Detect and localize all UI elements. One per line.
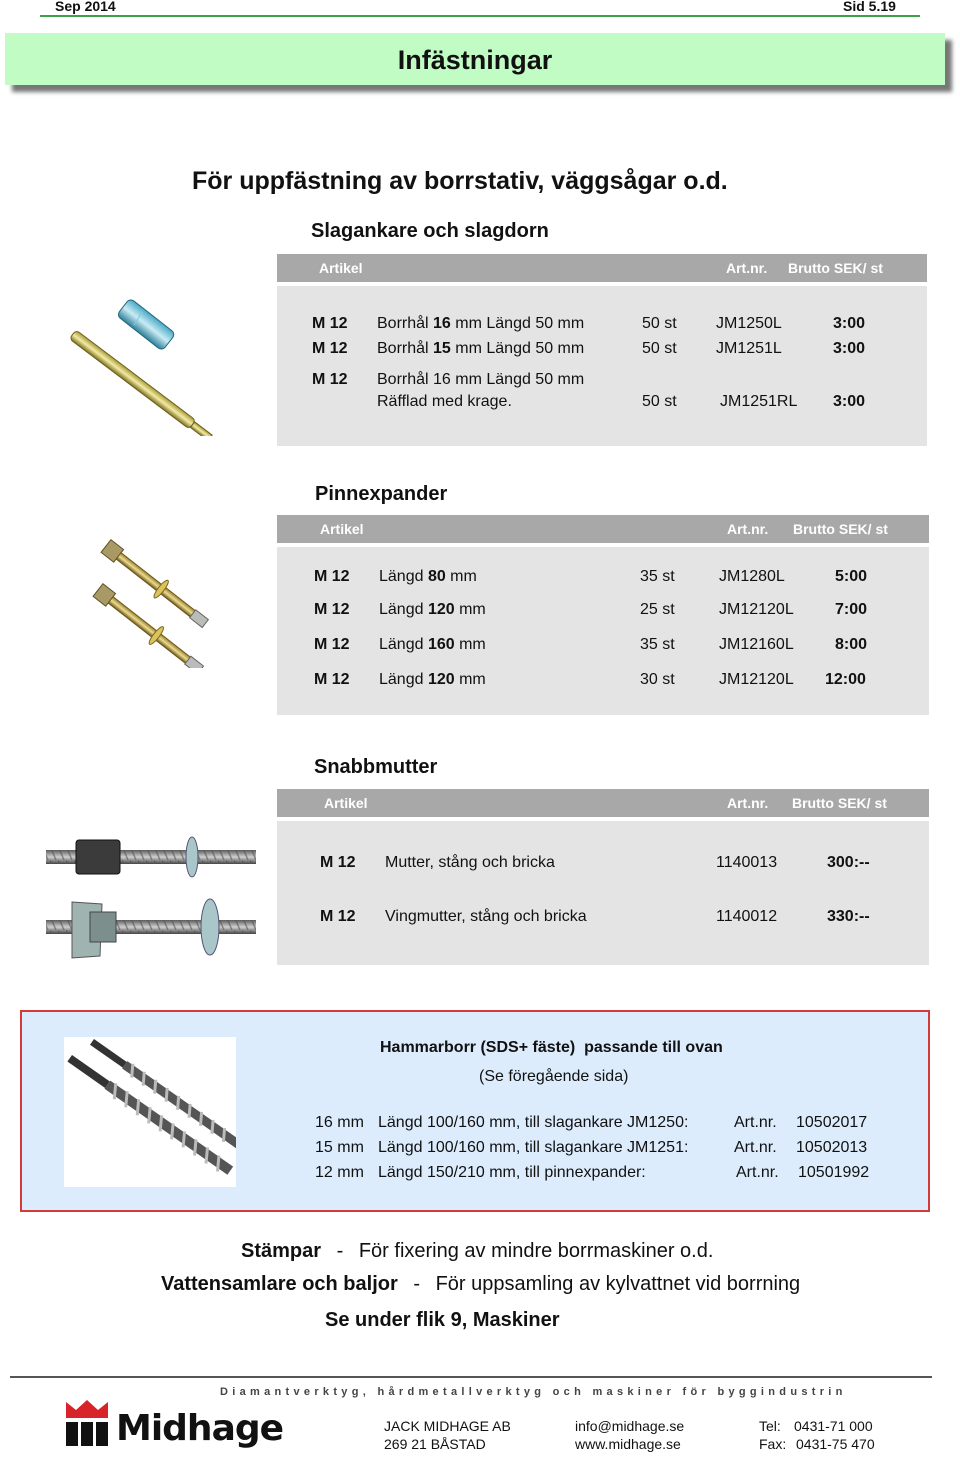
- price: 7:00: [835, 601, 868, 618]
- size: M 12: [314, 671, 350, 688]
- footer-tel-label: Tel:: [759, 1418, 781, 1434]
- footer-fax-label: Fax:: [759, 1436, 787, 1452]
- footer-email-link[interactable]: info@midhage.se: [575, 1418, 685, 1434]
- price: 330:--: [827, 908, 870, 925]
- description: Längd 120 mm: [379, 671, 486, 688]
- article-number: JM1280L: [719, 568, 785, 585]
- table-body-pinnexpander: [277, 547, 929, 715]
- footer-rule: [10, 1376, 932, 1378]
- price: 300:--: [827, 854, 870, 871]
- price: 5:00: [835, 568, 868, 585]
- artnr-label: Art.nr.: [734, 1139, 777, 1156]
- main-heading: För uppfästning av borrstativ, väggsågar o.d.: [192, 167, 728, 195]
- col-artikel: Artikel: [319, 260, 363, 276]
- note-stampar-text: För fixering av mindre borrmaskiner o.d.: [358, 1240, 714, 1262]
- col-artnr: Art.nr.: [727, 521, 769, 537]
- article-number: JM1251RL: [720, 393, 798, 410]
- article-number: JM1250L: [716, 315, 782, 332]
- quantity: 35 st: [640, 568, 675, 585]
- drill-bits-image: [64, 1037, 236, 1187]
- col-artnr: Art.nr.: [727, 795, 769, 811]
- section-title-slagankare: Slagankare och slagdorn: [311, 220, 549, 242]
- note-vattensamlare-text: För uppsamling av kylvattnet vid borrning: [435, 1273, 801, 1295]
- crown-icon: [62, 1398, 112, 1448]
- size: M 12: [320, 854, 356, 871]
- logo-wordmark: Midhage: [116, 1408, 284, 1449]
- footer-tagline: Diamantverktyg, hårdmetallverktyg och maskiner för byggindustrin: [220, 1386, 847, 1398]
- article-number: JM12160L: [719, 636, 794, 653]
- table-body-snabbmutter: [277, 821, 929, 965]
- drill-description: Längd 100/160 mm, till slagankare JM1250:: [378, 1114, 689, 1131]
- header-date: Sep 2014: [55, 0, 116, 14]
- header-rule: [40, 15, 920, 17]
- article-number: 10501992: [798, 1164, 870, 1181]
- drill-size: 16 mm: [315, 1114, 364, 1131]
- description-line-1: Borrhål 16 mm Längd 50 mm: [377, 371, 585, 388]
- drill-size: 12 mm: [315, 1164, 364, 1181]
- table-header-pinnexpander: [277, 515, 929, 543]
- col-price: Brutto SEK/ st: [793, 521, 888, 537]
- col-artikel: Artikel: [320, 521, 364, 537]
- size: M 12: [314, 568, 350, 585]
- page-title: Infästningar: [397, 45, 553, 75]
- col-artikel: Artikel: [324, 795, 368, 811]
- price: 8:00: [835, 636, 868, 653]
- quantity: 50 st: [642, 393, 677, 410]
- quick-nut-image: [42, 832, 258, 972]
- expander-bolt-image: [88, 538, 216, 668]
- article-number: JM1251L: [716, 340, 782, 357]
- anchor-product-image: [68, 288, 228, 436]
- table-header-snabbmutter: [277, 789, 929, 817]
- description: Vingmutter, stång och bricka: [385, 908, 587, 925]
- table-body-slagankare: [277, 286, 927, 446]
- article-number: 10502017: [796, 1114, 868, 1131]
- note-separator: -: [336, 1240, 344, 1262]
- note-see-tab: Se under flik 9, Maskiner: [325, 1309, 560, 1331]
- quantity: 50 st: [642, 340, 677, 357]
- size: M 12: [312, 315, 348, 332]
- hammer-drill-title: Hammarborr (SDS+ fäste) passande till ovan: [380, 1039, 723, 1056]
- description: Längd 120 mm: [379, 601, 486, 618]
- drill-description: Längd 100/160 mm, till slagankare JM1251:: [378, 1139, 689, 1156]
- hammer-drill-subtitle: (Se föregående sida): [479, 1068, 629, 1085]
- article-number: JM12120L: [719, 601, 794, 618]
- description-line-2: Räfflad med krage.: [377, 393, 512, 410]
- drill-description: Längd 150/210 mm, till pinnexpander:: [378, 1164, 646, 1181]
- table-header-slagankare: [277, 254, 927, 282]
- quantity: 35 st: [640, 636, 675, 653]
- note-stampar-label: Stämpar: [241, 1240, 322, 1262]
- col-price: Brutto SEK/ st: [792, 795, 887, 811]
- footer-tel: 0431-71 000: [794, 1418, 873, 1434]
- section-title-pinnexpander: Pinnexpander: [315, 483, 448, 505]
- description: Borrhål 16 mm Längd 50 mm: [377, 315, 585, 332]
- footer-fax: 0431-75 470: [796, 1436, 875, 1452]
- quantity: 50 st: [642, 315, 677, 332]
- size: M 12: [314, 601, 350, 618]
- col-price: Brutto SEK/ st: [788, 260, 883, 276]
- section-title-snabbmutter: Snabbmutter: [314, 756, 438, 778]
- description: Borrhål 15 mm Längd 50 mm: [377, 340, 585, 357]
- price: 12:00: [825, 671, 866, 688]
- quantity: 25 st: [640, 601, 675, 618]
- price: 3:00: [833, 340, 866, 357]
- description: Längd 80 mm: [379, 568, 477, 585]
- footer-address: 269 21 BÅSTAD: [384, 1436, 486, 1452]
- note-separator: -: [413, 1273, 420, 1295]
- header-page-number: Sid 5.19: [843, 0, 896, 14]
- price: 3:00: [833, 315, 866, 332]
- note-vattensamlare-label: Vattensamlare och baljor: [161, 1273, 398, 1295]
- article-number: 1140013: [716, 854, 778, 871]
- footer-company: JACK MIDHAGE AB: [384, 1418, 511, 1434]
- size: M 12: [312, 371, 348, 388]
- description: Mutter, stång och bricka: [385, 854, 555, 871]
- artnr-label: Art.nr.: [734, 1114, 777, 1131]
- midhage-logo: [62, 1398, 292, 1456]
- article-number: JM12120L: [719, 671, 794, 688]
- article-number: 1140012: [716, 908, 778, 925]
- title-banner: [5, 33, 945, 85]
- note-stampar: [241, 1240, 713, 1263]
- size: M 12: [312, 340, 348, 357]
- artnr-label: Art.nr.: [736, 1164, 779, 1181]
- col-artnr: Art.nr.: [726, 260, 768, 276]
- hammer-drill-info-box: [20, 1010, 930, 1212]
- drill-size: 15 mm: [315, 1139, 364, 1156]
- description: Längd 160 mm: [379, 636, 486, 653]
- size: M 12: [314, 636, 350, 653]
- size: M 12: [320, 908, 356, 925]
- article-number: 10502013: [796, 1139, 868, 1156]
- price: 3:00: [833, 393, 866, 410]
- footer-web-link[interactable]: www.midhage.se: [575, 1436, 681, 1452]
- quantity: 30 st: [640, 671, 675, 688]
- note-vattensamlare: [161, 1273, 800, 1296]
